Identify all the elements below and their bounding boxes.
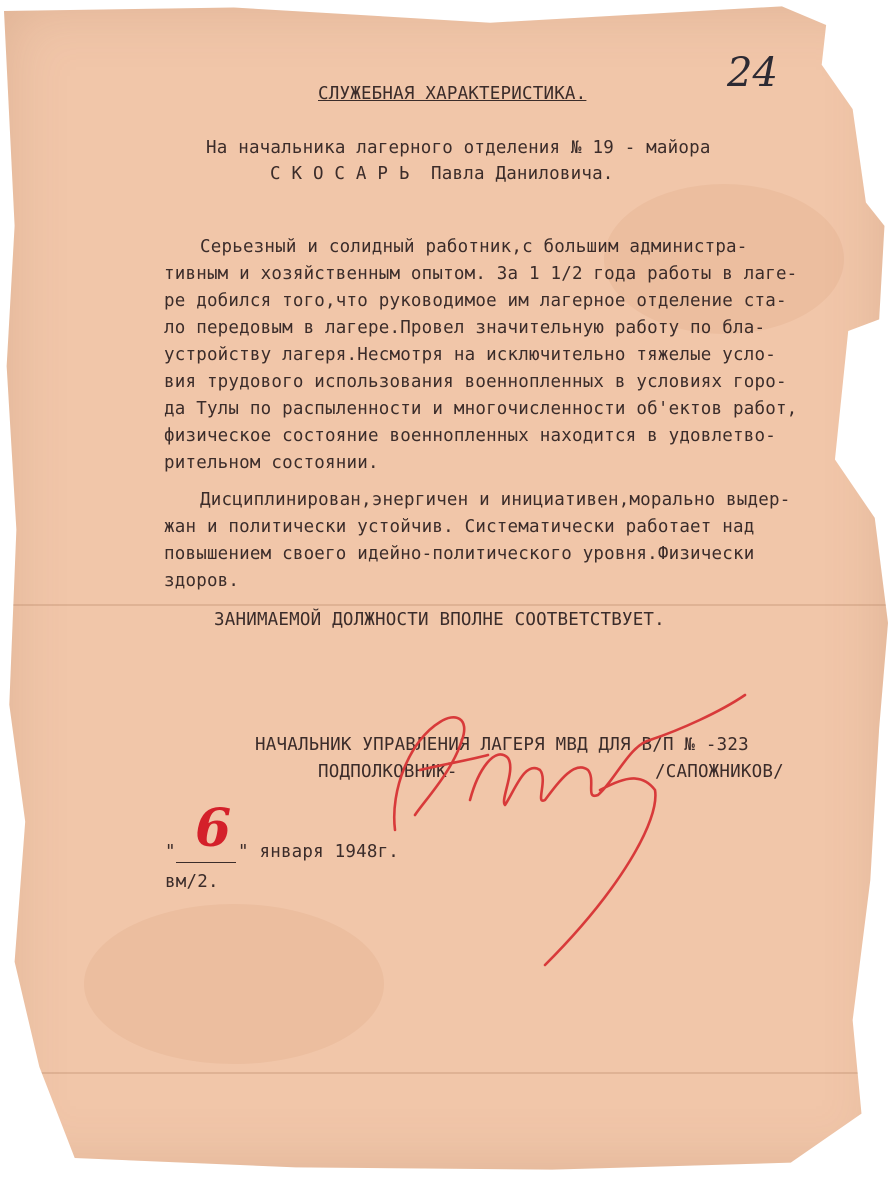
reference-code: вм/2. (165, 872, 219, 892)
paragraph-line: повышением своего идейно-политического уровня.Физически (164, 544, 755, 564)
paragraph-line: ре добился того,что руководимое им лагерное отделение ста- (164, 291, 787, 311)
paragraph-line: да Тулы по распыленности и многочисленности об'ектов работ, (164, 399, 798, 419)
conclusion-text: ЗАНИМАЕМОЙ ДОЛЖНОСТИ ВПОЛНЕ СООТВЕТСТВУЕТ. (214, 610, 665, 630)
paragraph-line: Серьезный и солидный работник,с большим администра- (200, 237, 748, 257)
date-underline (176, 862, 236, 863)
paragraph-line: вия трудового использования военнопленных в условиях горо- (164, 372, 787, 392)
paragraph-line: жан и политически устойчив. Систематически работает над (164, 517, 755, 537)
signatory-title: НАЧАЛЬНИК УПРАВЛЕНИЯ ЛАГЕРЯ МВД ДЛЯ В/П № -323 (255, 735, 749, 755)
date-rest: " января 1948г. (238, 842, 400, 862)
paragraph-line: ло передовым в лагере.Провел значительную работу по бла- (164, 318, 766, 338)
subject-line-2: С К О С А Р Ь Павла Даниловича. (270, 164, 614, 184)
paragraph-line: Дисциплинирован,энергичен и инициативен,морально выдер- (200, 490, 791, 510)
date-open-quote: " (165, 842, 176, 862)
paragraph-line: здоров. (164, 571, 240, 591)
date-day-handwritten: 6 (195, 798, 232, 859)
paragraph-line: рительном состоянии. (164, 453, 379, 473)
signatory-name: /САПОЖНИКОВ/ (655, 762, 784, 782)
subject-line-1: На начальника лагерного отделения № 19 - майора (206, 138, 711, 158)
paragraph-line: физическое состояние военнопленных находится в удовлетво- (164, 426, 776, 446)
page-number: 24 (727, 50, 778, 96)
document-title: СЛУЖЕБНАЯ ХАРАКТЕРИСТИКА. (318, 84, 587, 104)
paragraph-line: тивным и хозяйственным опытом. За 1 1/2 года работы в лаге- (164, 264, 798, 284)
signatory-rank: ПОДПОЛКОВНИК- (318, 762, 458, 782)
paragraph-line: устройству лагеря.Несмотря на исключительно тяжелые усло- (164, 345, 776, 365)
